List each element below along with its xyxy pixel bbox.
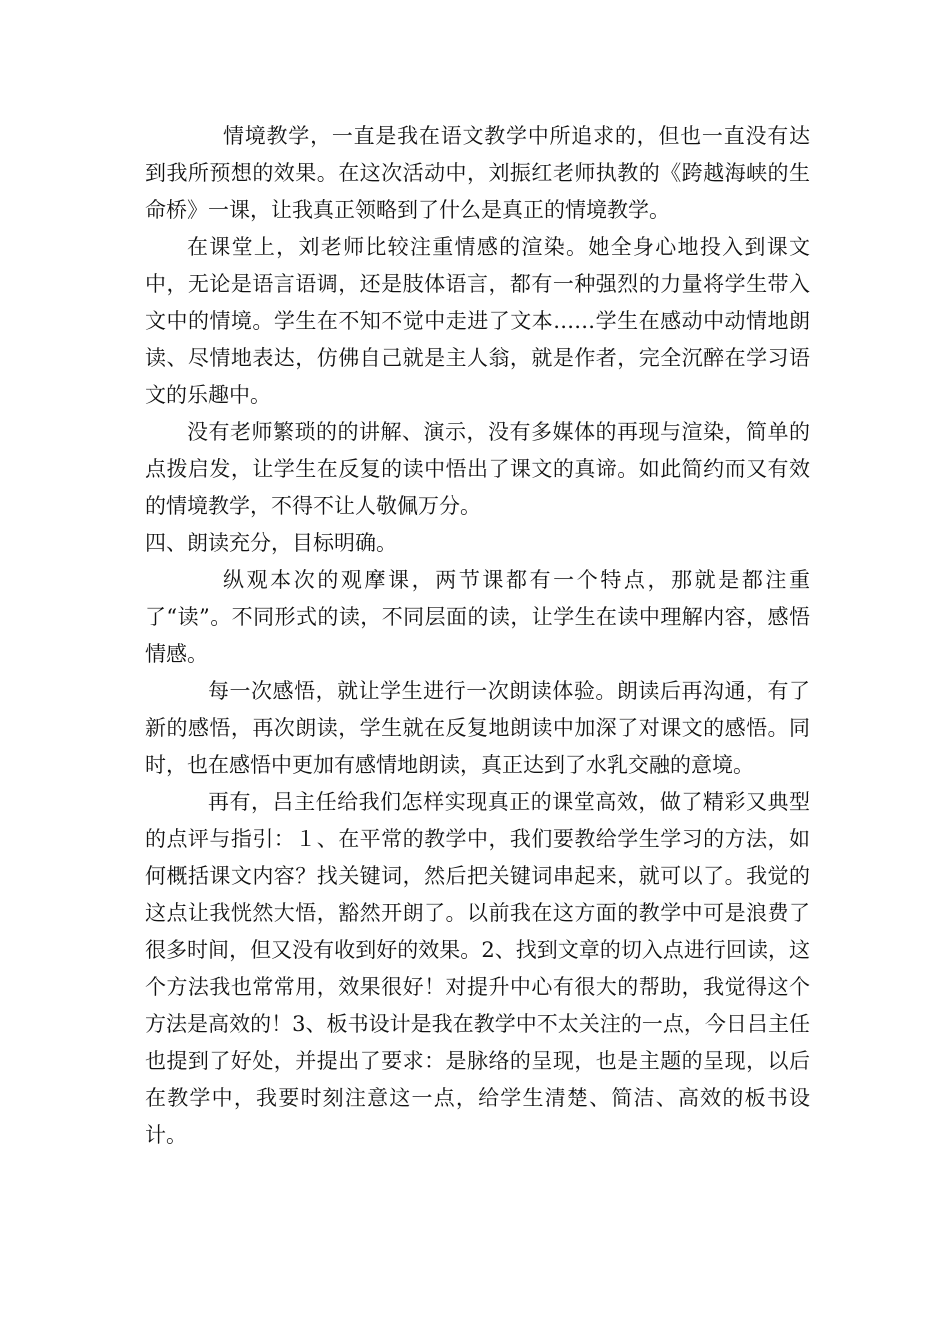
section-heading-reading: 四、朗读充分，目标明确。 [145, 531, 397, 555]
paragraph-simple-guidance: 没有老师繁琐的的讲解、演示，没有多媒体的再现与渲染，简单的点拨启发，让学生在反复的读中悟出了课文的真谛。如此简约而又有效的情境教学，不得不让人敬佩万分。 [145, 420, 810, 518]
paragraph-reading-focus: 纵观本次的观摩课，两节课都有一个特点，那就是都注重了“读”。不同形式的读，不同层面的读，让学生在读中理解内容，感悟情感。 [145, 568, 810, 666]
paragraph-reading-experience: 每一次感悟，就让学生进行一次朗读体验。朗读后再沟通，有了新的感悟，再次朗读，学生就在反复地朗读中加深了对课文的感悟。同时，也在感悟中更加有感情地朗读，真正达到了水乳交融的意境。 [145, 679, 810, 777]
paragraph-classroom-emotion: 在课堂上，刘老师比较注重情感的渲染。她全身心地投入到课文中，无论是语言语调，还是肢体语言，都有一种强烈的力量将学生带入文中的情境。学生在不知不觉中走进了文本……学生在感动中动情地朗读、尽情地表达，仿佛自己就是主人翁，就是作者，完全沉醉在学习语文的乐趣中。 [145, 235, 810, 407]
document-body [145, 118, 810, 1154]
paragraph-director-guidance: 再有，吕主任给我们怎样实现真正的课堂高效，做了精彩又典型的点评与指引：１、在平常的教学中，我们要教给学生学习的方法，如何概括课文内容？找关键词，然后把关键词串起来，就可以了。我觉的这点让我恍然大悟，豁然开朗了。以前我在这方面的教学中可是浪费了很多时间，但又没有收到好的效果。2、找到文章的切入点进行回读，这个方法我也常常用，效果很好！对提升中心有很大的帮助，我觉得这个方法是高效的！3、板书设计是我在教学中不太关注的一点，今日吕主任也提到了好处，并提出了要求：是脉络的呈现，也是主题的呈现，以后在教学中，我要时刻注意这一点，给学生清楚、简洁、高效的板书设计。 [145, 790, 810, 1147]
paragraph-situational-teaching: 情境教学，一直是我在语文教学中所追求的，但也一直没有达到我所预想的效果。在这次活动中，刘振红老师执教的《跨越海峡的生命桥》一课，让我真正领略到了什么是真正的情境教学。 [145, 124, 810, 222]
